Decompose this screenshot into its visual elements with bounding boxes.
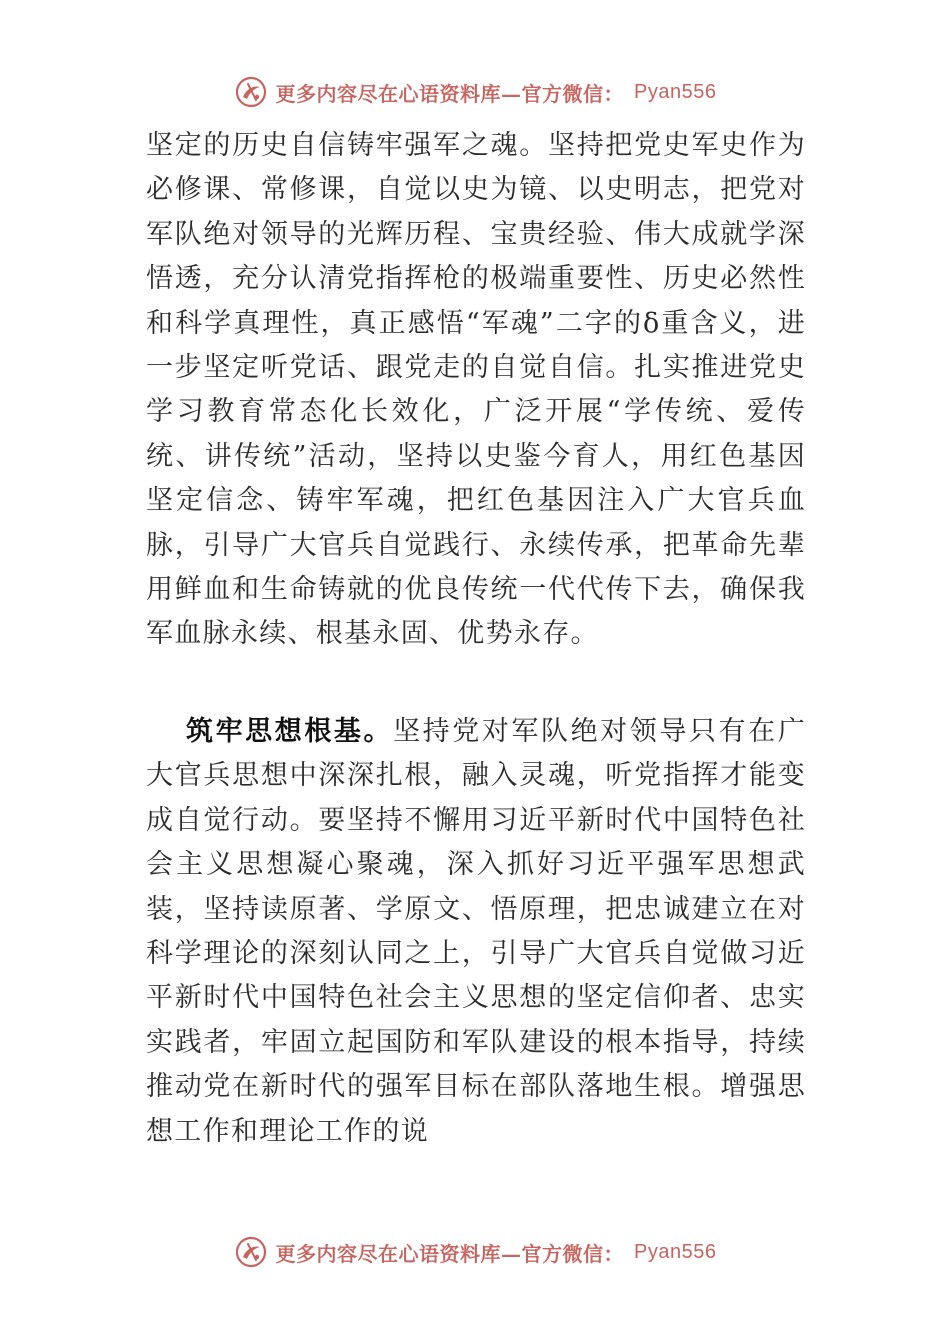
header-banner xyxy=(234,75,717,109)
footer-banner-id: Pyan556 xyxy=(634,1240,717,1263)
footer-banner-text: 更多内容尽在心语资料库—官方微信： xyxy=(275,1241,625,1266)
header-watermark xyxy=(0,72,950,112)
seal-logo-icon xyxy=(234,1235,268,1269)
header-banner-text: 更多内容尽在心语资料库—官方微信： xyxy=(275,81,625,106)
paragraph-2 xyxy=(146,710,806,1154)
footer-banner xyxy=(234,1235,717,1269)
paragraph-1: 坚定的历史自信铸牢强军之魂。坚持把党史军史作为必修课、常修课，自觉以史为镜、以史明志，把党对军队绝对领导的光辉历程、宝贵经验、伟大成就学深悟透，充分认清党指挥枪的极端重要性、历史必然性和科学真理性，真正感悟“军魂”二字的δ重含义，进一步坚定听党话、跟党走的自觉自信。扎实推进党史学习教育常态化长效化，广泛开展“学传统、爱传统、讲传统”活动，坚持以史鉴今育人，用红色基因坚定信念、铸牢军魂，把红色基因注入广大官兵血脉，引导广大官兵自觉践行、永续传承，把革命先辈用鲜血和生命铸就的优良传统一代代传下去，确保我军血脉永续、根基永固、优势永存。 xyxy=(146,130,806,650)
document-body xyxy=(146,124,806,1154)
seal-logo-icon xyxy=(234,75,268,109)
paragraph-2-text: 坚持党对军队绝对领导只有在广大官兵思想中深深扎根，融入灵魂，听党指挥才能变成自觉行动。要坚持不懈用习近平新时代中国特色社会主义思想凝心聚魂，深入抓好习近平强军思想武装，坚持读原著、学原文、悟原理，把忠诚建立在对科学理论的深刻认同之上，引导广大官兵自觉做习近平新时代中国特色社会主义思想的坚定信仰者、忠实实践者，牢固立起国防和军队建设的根本指导，持续推动党在新时代的强军目标在部队落地生根。增强思想工作和理论工作的说 xyxy=(146,715,806,1147)
header-banner-id: Pyan556 xyxy=(634,80,717,103)
paragraph-2-lead: 筑牢思想根基。 xyxy=(186,715,394,747)
footer-watermark xyxy=(0,1232,950,1272)
